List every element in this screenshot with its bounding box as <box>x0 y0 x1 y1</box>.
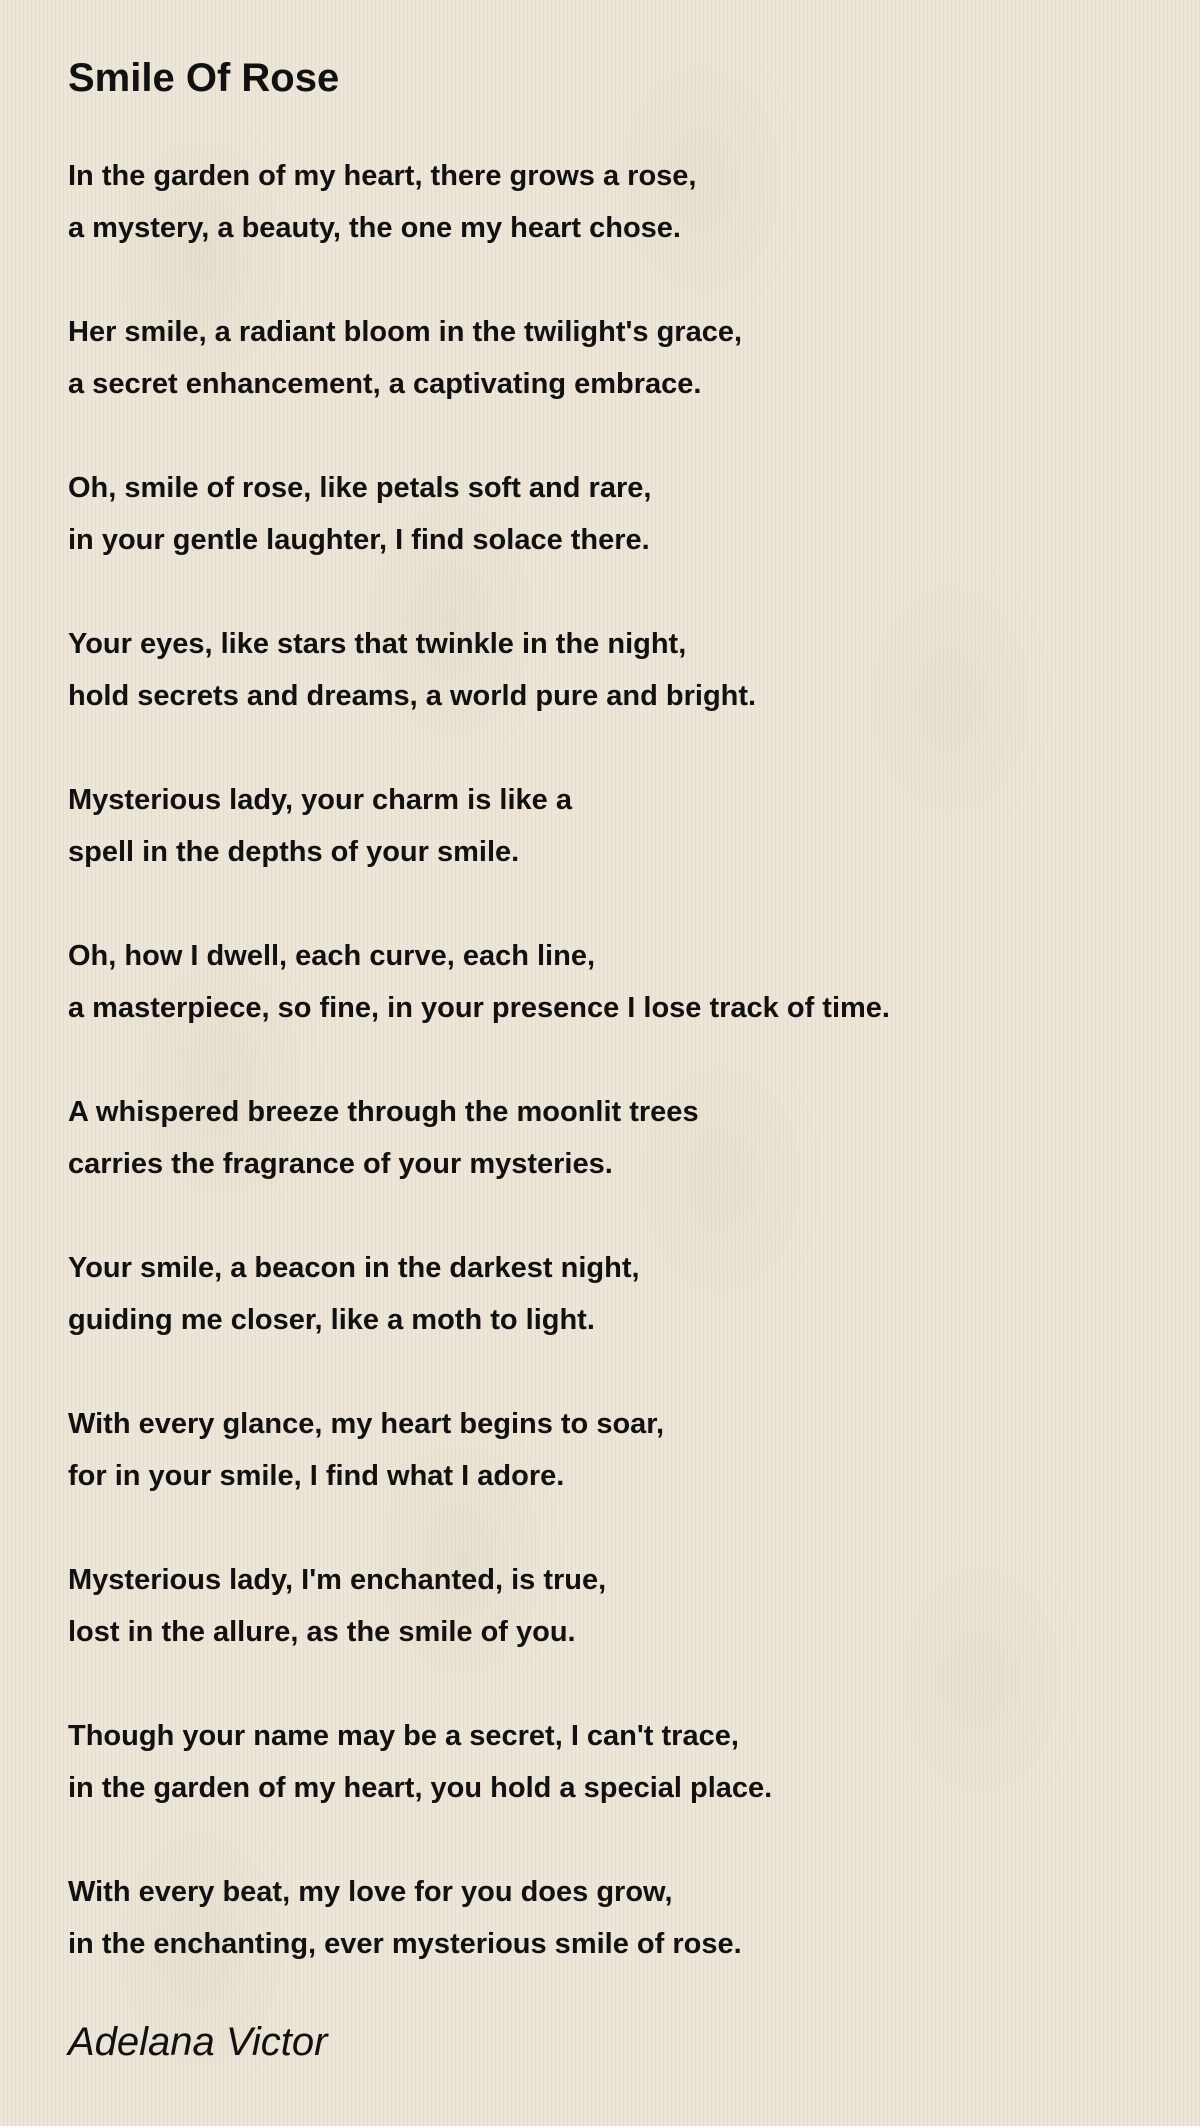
poem-line: In the garden of my heart, there grows a rose, <box>68 160 697 192</box>
poem-line: Mysterious lady, your charm is like a <box>68 784 572 816</box>
poem-line: Oh, smile of rose, like petals soft and rare, <box>68 472 652 504</box>
poem-stanza <box>68 1554 1148 1658</box>
poem-author: Adelana Victor <box>68 2020 328 2064</box>
poem-stanza <box>68 618 1148 722</box>
poem-line: in your gentle laughter, I find solace there. <box>68 524 650 556</box>
poem-line: hold secrets and dreams, a world pure and bright. <box>68 680 757 712</box>
poem-line: spell in the depths of your smile. <box>68 836 520 868</box>
poem-stanza <box>68 1866 1148 1970</box>
poem-line: Though your name may be a secret, I can't trace, <box>68 1720 739 1752</box>
poem-line: lost in the allure, as the smile of you. <box>68 1616 576 1648</box>
poem-line: a mystery, a beauty, the one my heart chose. <box>68 212 681 244</box>
poem-stanza <box>68 306 1148 410</box>
poem-stanza <box>68 1710 1148 1814</box>
poem-line: A whispered breeze through the moonlit trees <box>68 1096 699 1128</box>
poem-title: Smile Of Rose <box>68 56 340 100</box>
poem-line: Oh, how I dwell, each curve, each line, <box>68 940 595 972</box>
poem-line: With every beat, my love for you does grow, <box>68 1876 673 1908</box>
poem-line: in the enchanting, ever mysterious smile of rose. <box>68 1928 742 1960</box>
poem-page <box>68 48 1148 2072</box>
poem-line: Her smile, a radiant bloom in the twilight's grace, <box>68 316 743 348</box>
poem-line: guiding me closer, like a moth to light. <box>68 1304 595 1336</box>
poem-stanza <box>68 150 1148 254</box>
poem-line: a masterpiece, so fine, in your presence I lose track of time. <box>68 992 890 1024</box>
poem-line: for in your smile, I find what I adore. <box>68 1460 565 1492</box>
poem-line: carries the fragrance of your mysteries. <box>68 1148 613 1180</box>
poem-stanza <box>68 1242 1148 1346</box>
poem-body <box>68 150 1148 1970</box>
poem-stanza <box>68 774 1148 878</box>
poem-line: Your eyes, like stars that twinkle in the night, <box>68 628 687 660</box>
poem-line: Your smile, a beacon in the darkest night, <box>68 1252 640 1284</box>
poem-stanza <box>68 930 1148 1034</box>
poem-line: With every glance, my heart begins to soar, <box>68 1408 665 1440</box>
poem-line: a secret enhancement, a captivating embrace. <box>68 368 702 400</box>
poem-stanza <box>68 1086 1148 1190</box>
poem-line: in the garden of my heart, you hold a special place. <box>68 1772 773 1804</box>
poem-line: Mysterious lady, I'm enchanted, is true, <box>68 1564 607 1596</box>
poem-stanza <box>68 462 1148 566</box>
poem-stanza <box>68 1398 1148 1502</box>
